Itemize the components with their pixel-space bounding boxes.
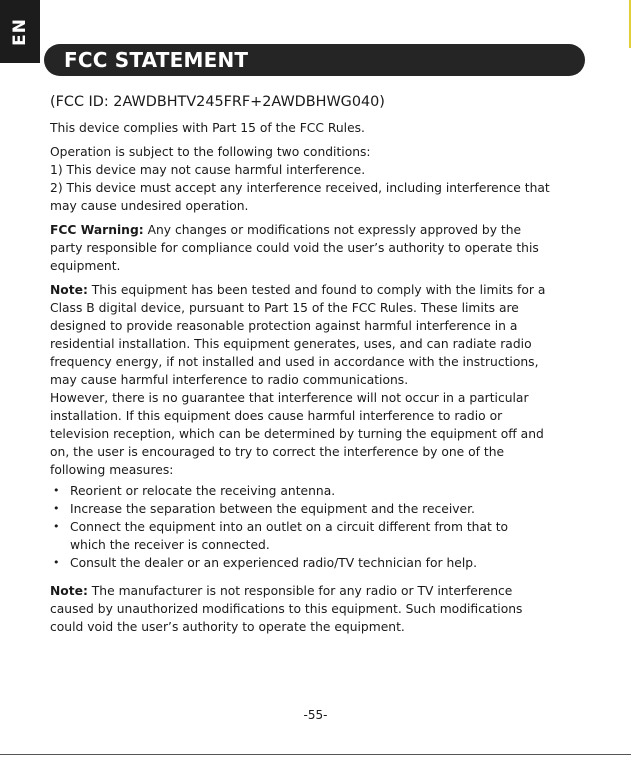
list-item: [50, 500, 580, 518]
note-line: Class B digital device, pursuant to Part 15 of the FCC Rules. These limits are: [50, 301, 519, 315]
conditions-line: Operation is subject to the following two conditions:: [50, 145, 371, 159]
fcc-warning-first-line: [50, 221, 580, 239]
manufacturer-note-text: The manufacturer is not responsible for any radio or TV interference: [87, 584, 513, 598]
note-line: following measures:: [50, 463, 174, 477]
section-title: FCC STATEMENT: [64, 48, 249, 72]
conditions-line: may cause undesired operation.: [50, 199, 249, 213]
note-line: television reception, which can be determined by turning the equipment off and: [50, 427, 544, 441]
list-item: [50, 482, 580, 500]
document-body: [50, 92, 580, 642]
note-line: However, there is no guarantee that interference will not occur in a particular: [50, 391, 529, 405]
fcc-warning-paragraph: [50, 221, 580, 275]
compliance-paragraph: [50, 119, 580, 137]
conditions-paragraph: [50, 143, 580, 215]
note-line: frequency energy, if not installed and used in accordance with the instructions,: [50, 355, 539, 369]
conditions-line: 1) This device may not cause harmful interference.: [50, 163, 366, 177]
bottom-divider: [0, 754, 631, 755]
fcc-warning-line: equipment.: [50, 259, 121, 273]
section-header: [44, 44, 585, 76]
note-line: on, the user is encouraged to try to correct the interference by one of the: [50, 445, 505, 459]
measures-list: [50, 482, 580, 572]
measure-text: • Reorient or relocate the receiving antenna.: [70, 484, 336, 498]
note-label: Note:: [50, 283, 88, 297]
manufacturer-note-line: could void the user’s authority to operate the equipment.: [50, 620, 405, 634]
note-line: may cause harmful interference to radio communications.: [50, 373, 409, 387]
fcc-id: (FCC ID: 2AWDBHTV245FRF+2AWDBHWG040): [50, 94, 385, 110]
fcc-warning-line: party responsible for compliance could void the user’s authority to operate this: [50, 241, 539, 255]
measure-text: • Increase the separation between the equipment and the receiver.: [70, 502, 475, 516]
language-tab-label: EN: [10, 17, 30, 46]
note-text: This equipment has been tested and found to comply with the limits for a: [87, 283, 546, 297]
manufacturer-note-line: caused by unauthorized modifications to this equipment. Such modifications: [50, 602, 523, 616]
list-item: [50, 518, 580, 554]
fcc-warning-label: FCC Warning:: [50, 223, 144, 237]
language-tab: [0, 0, 40, 63]
compliance-text: This device complies with Part 15 of the FCC Rules.: [50, 121, 365, 135]
note-line: residential installation. This equipment generates, uses, and can radiate radio: [50, 337, 532, 351]
measure-text: • Connect the equipment into an outlet on a circuit different from that to: [70, 520, 509, 534]
page-number: -55-: [303, 708, 328, 722]
fcc-warning-text: Any changes or modifications not expressly approved by the: [143, 223, 522, 237]
note-line: installation. If this equipment does cause harmful interference to radio or: [50, 409, 503, 423]
list-item: [50, 554, 580, 572]
note-paragraph: [50, 281, 580, 479]
manufacturer-note-first-line: [50, 582, 580, 600]
measure-text: which the receiver is connected.: [70, 538, 270, 552]
measure-text: • Consult the dealer or an experienced radio/TV technician for help.: [70, 556, 477, 570]
note-first-line: [50, 281, 580, 299]
manufacturer-note-paragraph: [50, 582, 580, 636]
manufacturer-note-label: Note:: [50, 584, 88, 598]
note-line: designed to provide reasonable protection against harmful interference in a: [50, 319, 518, 333]
conditions-line: 2) This device must accept any interference received, including interference that: [50, 181, 550, 195]
